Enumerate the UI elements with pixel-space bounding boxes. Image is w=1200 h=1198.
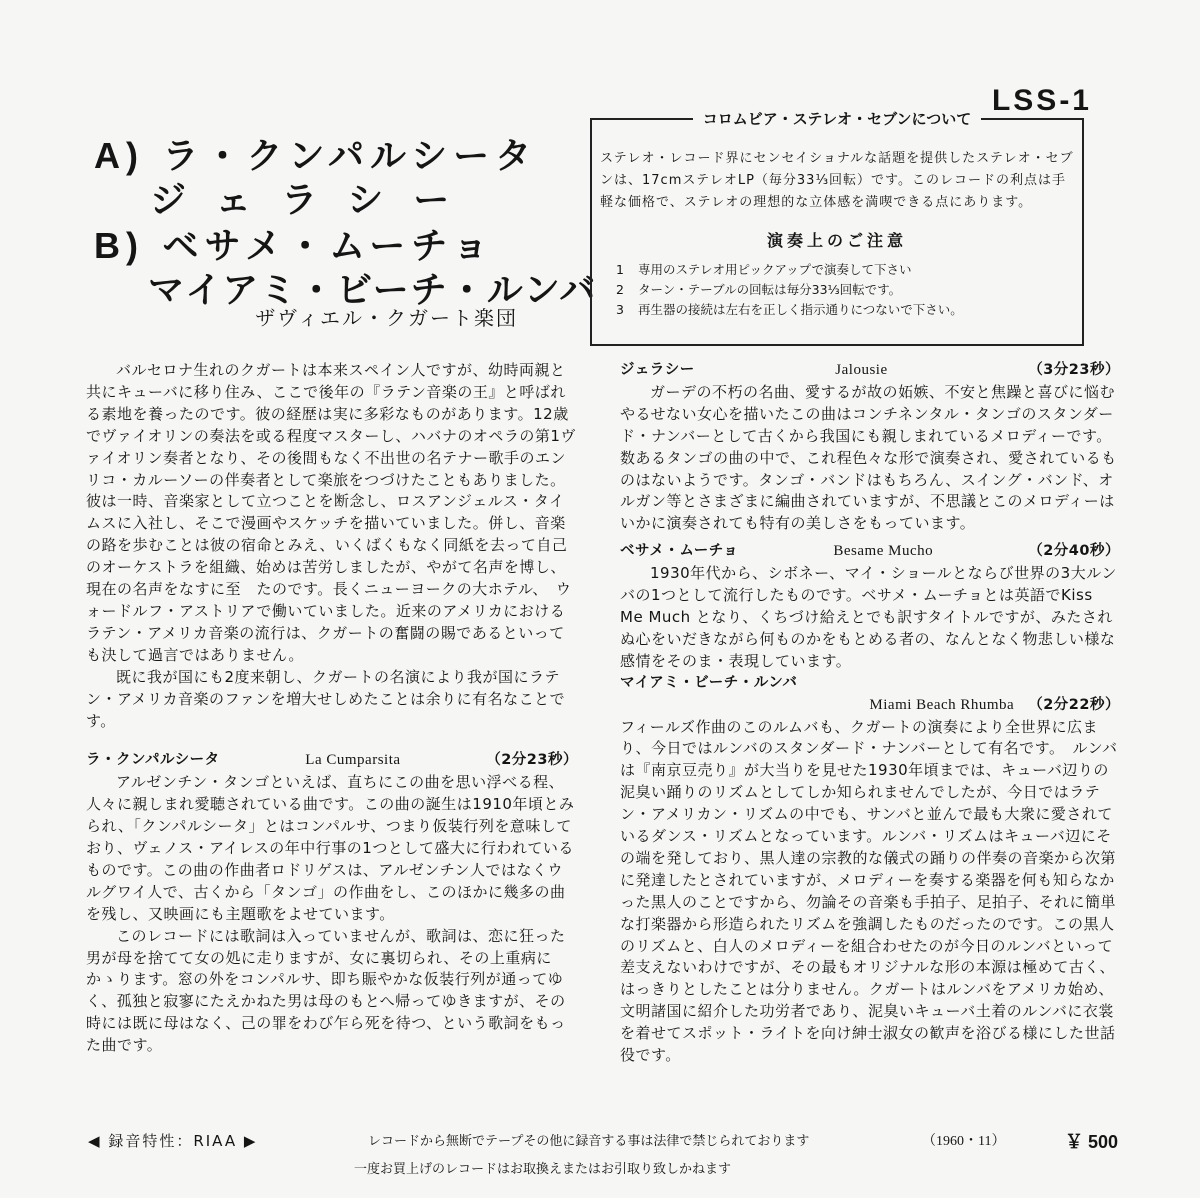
release-date: （1960・11） xyxy=(922,1134,1006,1149)
song-text: 1930年代から、シボネー、マイ・ショールとならび世界の3大ルンバの1つとして流行したものです。ベサメ・ムーチョとは英語でKiss Me Much となり、くちづけ給えとでも訳すタイトルですが、みたされぬ心をいだきながら何ものかをもとめる者の、なんとなく物悲しい様な感情をそのま・表現しています。 xyxy=(620,564,1117,670)
info-box xyxy=(590,110,1084,346)
song-heading-besame-mucho: ベサメ・ムーチョ Besame Mucho （2分40秒） xyxy=(620,543,1120,560)
left-column xyxy=(86,360,578,1057)
side-b-title-1: B) ベサメ・ムーチョ xyxy=(94,225,495,267)
right-column: ジェラシー Jalousie （3分23秒） ガーデの不朽の名曲、愛するが故の妬嫉、不安と焦躁と喜びに悩むやるせない女心を描いたこの曲はコンチネンタル・タンゴのスタンダード・ナンバーとして古くから我国にも親しまれているメロディーです。数あるタンゴの曲の中で、これ程色々な形で演奏され、愛されているものはないようです。タンゴ・バンドはもちろん、スイング・バンド、オルガン等とさまざまに編曲されていますが、不思議とこのメロディーはいかに演奏されても特有の美しさをもっています。 ベサメ・ムーチョ Besame Mucho （2分40秒） 1930年代から、シボネー、マイ・ショールとならび世界の3大ルンバの1つとして流行したものです。ベサメ・ムーチョとは英語でKiss Me Much となり、くちづけ給えとでも訳すタイトルですが、みたされぬ心をいだきながら何ものかをもとめる者の、なんとなく物悲しい様な感情をそのま・表現しています。 マイアミ・ビーチ・ルンバ Miami Beach Rhumba （2分22秒） フィールズ作曲のこのルムバも、クガートの演奏により全世界に広まり、今日ではルンバのスタンダード・ナンバーとして有名です。 ルンバは『南京豆売り』が大当りを見せた1930年頃までは、キューバ辺りの泥臭い踊りのリズムとしてしか知られませんでしたが、今日ではラテン・アメリカン・リズムの中でも、サンバと並んで最も大衆に愛されているダンス・リズムとなっています。ルンバ・リズムはキューバ辺にその端を発しており、黒人達の宗教的な儀式の踊りの伴奏の音楽から次第に発達したとされていますが、メロディーを奏する楽器を何も知らなかった黒人のことですから、勿論その音楽も手拍子、足拍子、それに簡単な打楽器から形造られたリズムを強調したものだったのです。この黒人のリズムと、白人のメロディーを組合わせたのが今日のルンバといって差支えないわけですが、その最もオリジナルな形の本源は極めて古く、はっきりとしたことは分りません。クガートはルンバをアメリカ始め、文明諸国に紹介した功労者であり、泥臭いキューバ土着のルンバに衣裳を着せてスポット・ライトを向け紳士淑女の歓声を浴びる様にした世話役です。 xyxy=(620,360,1120,1067)
info-box-title: コロムビア・ステレオ・セブンについて xyxy=(592,108,1082,129)
song-heading-jalousie: ジェラシー Jalousie （3分23秒） xyxy=(620,362,1120,378)
song-text: このレコードには歌詞は入っていませんが、歌詞は、恋に狂った男が母を捨てて女の処に走りますが、女に裏切られ、その上重病にかゝります。窓の外をコンパルサ、即ち賑やかな仮装行列が通ってゆく、孤独と寂寥にたえかねた男は母のもとへ帰ってゆきますが、その時には既に母はなく、己の罪をわび乍ら死を待つ、という歌詞をもった曲です。 xyxy=(86,926,566,1055)
song-text: アルゼンチン・タンゴといえば、直ちにこの曲を思い浮べる程、人々に親しまれ愛聴されている曲です。この曲の誕生は1910年頃とみられ、「クンパルシータ」とはコンパルサ、つまり仮装行列を意味しており、ヴェノス・アイレスの年中行事の1つとして盛大に行われているものです。この曲の作曲者ロドリゲスは、アルゼンチン人ではなくウルグワイ人で、古くから「タンゴ」の作曲をし、このほかに幾多の曲を残し、又映画にも主題歌をよせています。 xyxy=(86,773,575,923)
notes-list xyxy=(616,260,963,320)
song-text: ガーデの不朽の名曲、愛するが故の妬嫉、不安と焦躁と喜びに悩むやるせない女心を描いたこの曲はコンチネンタル・タンゴのスタンダード・ナンバーとして古くから我国にも親しまれているメロディーです。数あるタンゴの曲の中で、これ程色々な形で演奏され、愛されているものはないようです。タンゴ・バンドはもちろん、スイング・バンド、オルガン等とさまざまに編曲されていますが、不思議とこのメロディーはいかに演奏されても特有の美しさをもっています。 xyxy=(620,382,1117,533)
side-b-label: B) xyxy=(94,225,144,266)
recording-characteristic: ◀ 録音特性：RIAA ▶ xyxy=(88,1132,258,1150)
side-a-label: A) xyxy=(94,135,144,176)
price: ￥ 500 xyxy=(1064,1132,1118,1152)
note-item: 3 再生器の接続は左右を正しく指示通りにつないで下さい。 xyxy=(616,302,963,317)
song-heading-la-cumparsita: ラ・クンパルシータ La Cumparsita （2分23秒） xyxy=(86,752,578,769)
song-heading-miami-beach-rhumba: マイアミ・ビーチ・ルンバ xyxy=(620,674,798,691)
copyright-notice: レコードから無断でテープその他に録音する事は法律で禁じられております xyxy=(368,1134,810,1149)
artist-name: ザヴィエル・クガート楽団 xyxy=(255,306,518,330)
info-box-text: ステレオ・レコード界にセンセイショナルな話題を提供したステレオ・セブンは、17cmステレオLP（毎分33⅓回転）です。このレコードの利点は手軽な価格で、ステレオの理想的な立体感を満喫できる点にあります。 xyxy=(600,151,1074,210)
arrow-left-icon: ◀ xyxy=(88,1132,102,1150)
notes-title: 演奏上のご注意 xyxy=(766,231,907,250)
intro-paragraph: バルセロナ生れのクガートは本来スペイン人ですが、幼時両親と共にキューバに移り住み、ここで後年の『ラテン音楽の王』と呼ばれる素地を養ったのです。彼の経歴は実に多彩なものがあります。12歳でヴァイオリンの奏法を或る程度マスターし、ハバナのオペラの第1ヴァイオリン奏者となり、その後間もなく不出世の名テナー歌手のエンリコ・カルーソーの伴奏者として楽旅をつづけたこともありました。彼は一時、音楽家として立つことを断念し、ロスアンジェルス・タイムスに入社し、そこで漫画やスケッチを描いていました。併し、音楽の路を歩むことは彼の宿命とみえ、いくばくもなく同紙を去って自己のオーケストラを組織、始めは苦労しましたが、やがて名声を博し、現在の名声をなすに至 たのです。長くニューヨークの大ホテル、 ウォードルフ・アストリアで働いていました。近来のアメリカにおけるラテン・アメリカ音楽の流行は、クガートの奮闘の賜であるといっても決して過言ではありません。 xyxy=(86,361,576,664)
side-a-title-2: ジェラシー xyxy=(150,180,480,221)
catalog-number: LSS-1 xyxy=(991,84,1092,117)
intro-paragraph: 既に我が国にも2度来朝し、クガートの名演により我が国にラテン・アメリカ音楽のファンを増大せしめたことは余りに有名なことです。 xyxy=(86,667,566,730)
note-item: 1 専用のステレオ用ピックアップで演奏して下さい xyxy=(616,262,912,277)
exchange-notice: 一度お買上げのレコードはお取換えまたはお引取り致しかねます xyxy=(354,1162,732,1177)
side-b-title-2: マイアミ・ビーチ・ルンバ xyxy=(148,270,598,311)
note-item: 2 ターン・テーブルの回転は毎分33⅓回転です。 xyxy=(616,282,902,297)
side-a-title-1: A) ラ・クンパルシータ xyxy=(94,135,538,177)
song-text: フィールズ作曲のこのルムバも、クガートの演奏により全世界に広まり、今日ではルンバのスタンダード・ナンバーとして有名です。 ルンバは『南京豆売り』が大当りを見せた1930年頃までは、キューバ辺りの泥臭い踊りのリズムとしてしか知られませんでしたが、今日ではラテン・アメリカン・リズムの中でも、サンバと並んで最も大衆に愛されているダンス・リズムとなっています。ルンバ・リズムはキューバ辺にその端を発しており、黒人達の宗教的な儀式の踊りの伴奏の音楽から次第に発達したとされていますが、メロディーを奏する楽器を何も知らなかった黒人のことですから、勿論その音楽も手拍子、足拍子、それに簡単な打楽器から形造られたリズムを強調したものだったのです。この黒人のリズムと、白人のメロディーを組合わせたのが今日のルンバといって差支えないわけですが、その最もオリジナルな形の本源は極めて古く、はっきりとしたことは分りません。クガートはルンバをアメリカ始め、文明諸国に紹介した功労者であり、泥臭いキューバ土着のルンバに衣裳を着せてスポット・ライトを向け紳士淑女の歓声を浴びる様にした世話役です。 xyxy=(620,717,1118,1065)
arrow-right-icon: ▶ xyxy=(243,1132,258,1150)
